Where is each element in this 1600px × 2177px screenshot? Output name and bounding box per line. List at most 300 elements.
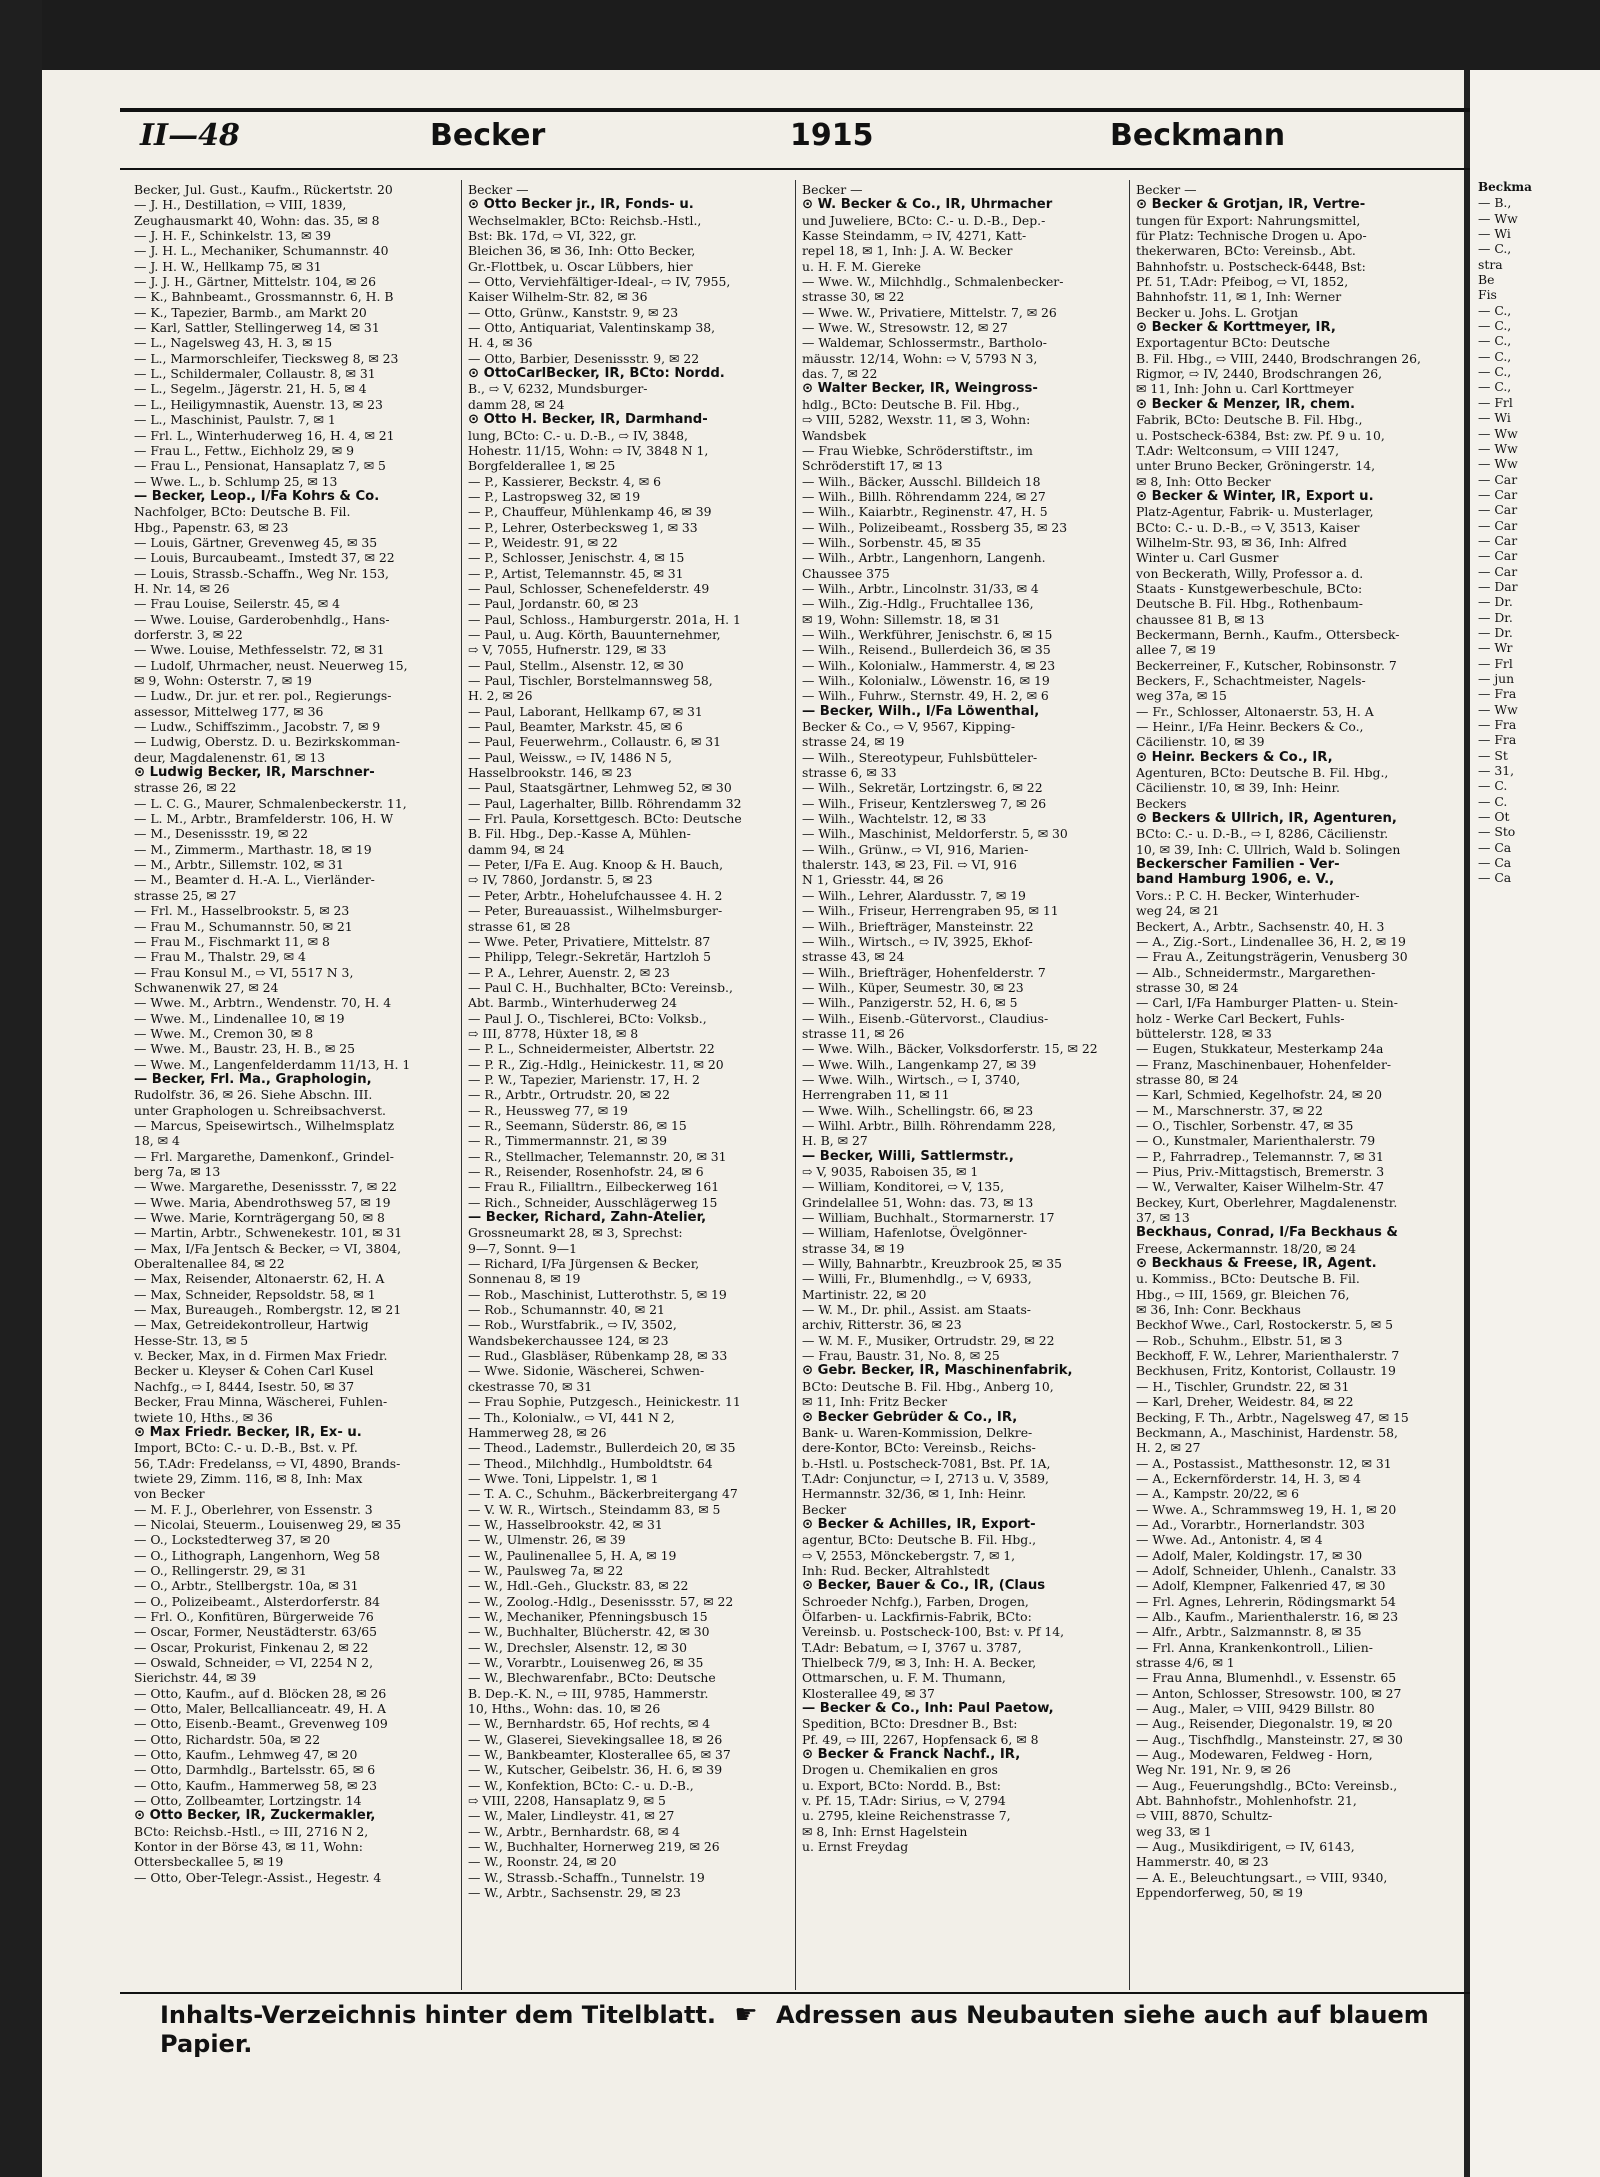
directory-entry-heading: ⊙ Otto Becker, IR, Zuckermakler,: [134, 1808, 376, 1824]
column-divider: [461, 180, 462, 1990]
directory-entry-line: Kontor in der Börse 43, ✉ 11, Wohn:: [134, 1839, 363, 1855]
directory-entry-line: — Paul, Stellm., Alsenstr. 12, ✉ 30: [468, 657, 684, 673]
directory-entry-line: — W., Bankbeamter, Klosterallee 65, ✉ 37: [468, 1747, 731, 1763]
directory-entry-line: Beckers: [1136, 795, 1187, 811]
next-page-fragment: — C.,: [1478, 318, 1512, 334]
directory-entry-line: — Paul, Staatsgärtner, Lehmweg 52, ✉ 30: [468, 780, 732, 796]
directory-entry-line: — Aug., Feuerungshdlg., BCto: Vereinsb.,: [1136, 1777, 1398, 1793]
directory-entry-line: — P., Artist, Telemannstr. 45, ✉ 31: [468, 565, 684, 581]
next-page-fragment: — Fra: [1478, 732, 1517, 748]
directory-entry-line: ⇨ V, 7055, Hufnerstr. 129, ✉ 33: [468, 642, 667, 658]
next-page-strip: [1478, 180, 1593, 1990]
left-keyword: Becker: [430, 118, 546, 153]
next-page-fragment: — Car: [1478, 548, 1518, 564]
directory-entry-line: — Wwe. W., Privatiere, Mittelstr. 7, ✉ 26: [802, 304, 1057, 320]
directory-entry-line: — P. A., Lehrer, Auenstr. 2, ✉ 23: [468, 964, 670, 980]
directory-entry-line: u. H. F. M. Giereke: [802, 258, 921, 274]
directory-entry-line: Beckers, F., Schachtmeister, Nagels-: [1136, 673, 1366, 688]
directory-entry-line: Vereinsb. u. Postscheck-100, Bst: v. Pf 14,: [802, 1624, 1065, 1640]
directory-entry-heading: ⊙ Max Friedr. Becker, IR, Ex- u.: [134, 1424, 362, 1440]
directory-entry-line: Nachfg., ⇨ I, 8444, Isestr. 50, ✉ 37: [134, 1378, 355, 1394]
directory-entry-line: — Max, Getreidekontrolleur, Hartwig: [134, 1317, 369, 1333]
directory-entry-line: — K., Tapezier, Barmb., am Markt 20: [134, 304, 367, 320]
directory-entry-line: — W., Buchhalter, Blücherstr. 42, ✉ 30: [468, 1624, 710, 1640]
directory-entry-line: strasse 30, ✉ 24: [1136, 979, 1239, 995]
directory-entry-line: Nachfolger, BCto: Deutsche B. Fil.: [134, 504, 351, 520]
directory-entry-line: — Wwe. Louise, Methfesselstr. 72, ✉ 31: [134, 642, 385, 658]
directory-entry-line: — Aug., Modewaren, Feldweg - Horn,: [1136, 1747, 1373, 1763]
directory-entry-line: H. 2, ✉ 27: [1136, 1440, 1201, 1456]
next-page-fragment: — C.: [1478, 778, 1508, 794]
directory-entry-line: — Carl, I/Fa Hamburger Platten- u. Stein-: [1136, 995, 1398, 1011]
directory-entry-line: — Theod., Milchhdlg., Humboldtstr. 64: [468, 1455, 713, 1471]
directory-entry-line: strasse 4/6, ✉ 1: [1136, 1655, 1235, 1670]
directory-entry-line: — O., Lockstedterweg 37, ✉ 20: [134, 1532, 331, 1548]
directory-entry-line: — Wilh., Kolonialw., Hammerstr. 4, ✉ 23: [802, 657, 1056, 673]
directory-entry-line: strasse 80, ✉ 24: [1136, 1071, 1239, 1087]
directory-entry-line: damm 94, ✉ 24: [468, 841, 565, 857]
directory-entry-line: — W., Arbtr., Bernhardstr. 68, ✉ 4: [468, 1823, 681, 1839]
directory-entry-line: repel 18, ✉ 1, Inh: J. A. W. Becker: [802, 243, 1013, 259]
directory-entry-line: — P. L., Schneidermeister, Albertstr. 22: [468, 1041, 715, 1057]
directory-entry-line: Beckhof Wwe., Carl, Rostockerstr. 5, ✉ 5: [1136, 1317, 1394, 1333]
column-divider: [795, 180, 796, 1990]
next-page-fragment: — C.,: [1478, 302, 1512, 318]
directory-entry-line: — Wilh., Sekretär, Lortzingstr. 6, ✉ 22: [802, 780, 1043, 796]
next-page-fragment: Be: [1478, 272, 1495, 288]
next-page-fragment: — C.,: [1478, 348, 1512, 364]
directory-entry-line: Abt. Barmb., Winterhuderweg 24: [468, 995, 678, 1011]
directory-entry-line: Bleichen 36, ✉ 36, Inh: Otto Becker,: [468, 243, 696, 259]
directory-entry-line: Ottmarschen, u. F. M. Thumann,: [802, 1670, 1006, 1686]
next-page-fragment: — Frl: [1478, 394, 1513, 410]
directory-entry-line: Platz-Agentur, Fabrik- u. Musterlager,: [1136, 504, 1374, 520]
directory-entry-line: — W., Mechaniker, Pfenningsbusch 15: [468, 1608, 708, 1624]
directory-entry-line: Hermannstr. 32/36, ✉ 1, Inh: Heinr.: [802, 1486, 1027, 1502]
directory-entry-line: — Wilh., Sorbenstr. 45, ✉ 35: [802, 534, 982, 550]
next-page-fragment: — B.,: [1478, 195, 1512, 211]
directory-entry-line: — M., Zimmerm., Marthastr. 18, ✉ 19: [134, 841, 372, 857]
directory-entry-line: Kaiser Wilhelm-Str. 82, ✉ 36: [468, 289, 648, 305]
directory-entry-line: — Paul C. H., Buchhalter, BCto: Vereinsb.,: [468, 979, 733, 995]
directory-entry-line: — Wilh., Friseur, Kentzlersweg 7, ✉ 26: [802, 795, 1047, 811]
directory-entry-line: — Wilh., Lehrer, Alardusstr. 7, ✉ 19: [802, 887, 1026, 903]
directory-entry-line: — Wilh., Eisenb.-Gütervorst., Claudius-: [802, 1010, 1049, 1026]
directory-entry-line: H. 2, ✉ 26: [468, 688, 533, 704]
directory-entry-line: — Wilh., Friseur, Herrengraben 95, ✉ 11: [802, 903, 1059, 919]
next-page-header: Beckma: [1478, 180, 1532, 194]
directory-entry-line: Chaussee 375: [802, 565, 890, 581]
next-page-fragment: — Car: [1478, 563, 1518, 579]
directory-entry-line: — W., Drechsler, Alsenstr. 12, ✉ 30: [468, 1639, 688, 1655]
directory-entry-line: v. Becker, Max, in d. Firmen Max Friedr.: [134, 1348, 388, 1364]
directory-entry-line: — Oscar, Prokurist, Finkenau 2, ✉ 22: [134, 1639, 369, 1655]
directory-entry-line: u. 2795, kleine Reichenstrasse 7,: [802, 1808, 1011, 1824]
directory-entry-line: — Alb., Kaufm., Marienthalerstr. 16, ✉ 23: [1136, 1608, 1399, 1624]
directory-entry-line: deur, Magdalenenstr. 61, ✉ 13: [134, 749, 326, 765]
directory-entry-line: — Wilh., Briefträger, Hohenfelderstr. 7: [802, 964, 1046, 980]
directory-entry-line: — Willi, Fr., Blumenhdlg., ⇨ V, 6933,: [802, 1271, 1032, 1287]
directory-entry-line: Becker u. Kleyser & Cohen Carl Kusel: [134, 1363, 374, 1379]
directory-entry-line: — Max, Reisender, Altonaerstr. 62, H. A: [134, 1271, 385, 1287]
directory-entry-line: — P., Chauffeur, Mühlenkamp 46, ✉ 39: [468, 504, 712, 520]
directory-entry-line: Eppendorferweg, 50, ✉ 19: [1136, 1885, 1303, 1901]
directory-entry-line: — Wwe. Wilh., Wirtsch., ⇨ I, 3740,: [802, 1071, 1021, 1087]
directory-entry-line: B. Dep.-K. N., ⇨ III, 9785, Hammerstr.: [468, 1685, 709, 1701]
directory-entry-heading: ⊙ Becker, Bauer & Co., IR, (Claus: [802, 1578, 1046, 1594]
directory-entry-line: — Otto, Verviehfältiger-Ideal-, ⇨ IV, 7955,: [468, 274, 731, 290]
directory-entry-line: — Frl. Agnes, Lehrerin, Rödingsmarkt 54: [1136, 1593, 1396, 1609]
directory-entry-line: — L., Nagelsweg 43, H. 3, ✉ 15: [134, 335, 333, 351]
next-page-fragment: — Ca: [1478, 855, 1512, 871]
next-page-fragment: — Car: [1478, 471, 1518, 487]
directory-entry-line: BCto: Reichsb.-Hstl., ⇨ III, 2716 N 2,: [134, 1823, 369, 1839]
directory-entry-line: Borgfelderallee 1, ✉ 25: [468, 458, 616, 474]
directory-entry-line: — J. H., Destillation, ⇨ VIII, 1839,: [134, 197, 347, 213]
directory-entry-line: — Louis, Strassb.-Schaffn., Weg Nr. 153,: [134, 565, 389, 581]
directory-entry-line: — Wilh., Kolonialw., Löwenstr. 16, ✉ 19: [802, 673, 1050, 688]
directory-entry-line: — Ludw., Schiffszimm., Jacobstr. 7, ✉ 9: [134, 719, 381, 735]
directory-entry-line: weg 24, ✉ 21: [1136, 903, 1220, 919]
next-page-fragment: — Car: [1478, 502, 1518, 518]
directory-entry-line: — Oswald, Schneider, ⇨ VI, 2254 N 2,: [134, 1655, 374, 1670]
directory-entry-line: — Frau R., Filialltrn., Eilbeckerweg 161: [468, 1179, 720, 1195]
directory-entry-heading: ⊙ Becker & Winter, IR, Export u.: [1136, 488, 1374, 504]
directory-entry-line: strasse 11, ✉ 26: [802, 1025, 905, 1041]
directory-entry-line: 10, Hths., Wohn: das. 10, ✉ 26: [468, 1701, 661, 1717]
directory-entry-line: — W., Buchhalter, Hornerweg 219, ✉ 26: [468, 1839, 720, 1855]
directory-entry-line: — Frau L., Pensionat, Hansaplatz 7, ✉ 5: [134, 458, 386, 474]
directory-entry-line: v. Pf. 15, T.Adr: Sirius, ⇨ V, 2794: [802, 1793, 1006, 1809]
directory-entry-line: — Ludwig, Oberstz. D. u. Bezirkskomman-: [134, 734, 400, 750]
directory-entry-heading: — Becker, Richard, Zahn-Atelier,: [468, 1210, 707, 1226]
directory-entry-line: — Louis, Burcaubeamt., Imstedt 37, ✉ 22: [134, 550, 395, 566]
directory-entry-line: — A., Postassist., Matthesonstr. 12, ✉ 31: [1136, 1455, 1392, 1471]
directory-entry-line: — Ludw., Dr. jur. et rer. pol., Regierungs-: [134, 688, 392, 704]
directory-entry-line: — Frau L., Fettw., Eichholz 29, ✉ 9: [134, 442, 355, 458]
directory-entry-line: — W., Hdl.-Geh., Gluckstr. 83, ✉ 22: [468, 1578, 689, 1594]
directory-entry-line: ✉ 8, Inh: Otto Becker: [1136, 473, 1271, 489]
directory-entry-line: — Peter, Bureauassist., Wilhelmsburger-: [468, 903, 723, 919]
directory-entry-line: H. Nr. 14, ✉ 26: [134, 580, 230, 596]
next-page-fragment: — Dr.: [1478, 594, 1513, 610]
directory-entry-line: unter Bruno Becker, Gröningerstr. 14,: [1136, 458, 1376, 474]
directory-entry-line: mäusstr. 12/14, Wohn: ⇨ V, 5793 N 3,: [802, 350, 1038, 366]
directory-entry-line: — Frau A., Zeitungsträgerin, Venusberg 30: [1136, 949, 1408, 965]
directory-entry-heading: ⊙ Otto H. Becker, IR, Darmhand-: [468, 412, 708, 428]
directory-entry-line: Wandsbekerchaussee 124, ✉ 23: [468, 1332, 669, 1348]
directory-entry-line: — M. F. J., Oberlehrer, von Essenstr. 3: [134, 1501, 373, 1517]
directory-entry-line: ✉ 19, Wohn: Sillemstr. 18, ✉ 31: [802, 611, 1001, 627]
directory-entry-line: von Becker: [134, 1486, 205, 1502]
directory-entry-line: — Oscar, Former, Neustädterstr. 63/65: [134, 1624, 377, 1640]
directory-entry-line: — Frl. M., Hasselbrookstr. 5, ✉ 23: [134, 903, 350, 919]
directory-entry-line: — Wilh., Maschinist, Meldorferstr. 5, ✉ 30: [802, 826, 1068, 842]
right-keyword: Beckmann: [1110, 118, 1286, 153]
directory-entry-line: — Frau Wiebke, Schröderstiftstr., im: [802, 442, 1033, 458]
directory-entry-heading: ⊙ Becker & Korttmeyer, IR,: [1136, 320, 1336, 336]
directory-entry-line: — Wwe. M., Arbtrn., Wendenstr. 70, H. 4: [134, 995, 392, 1011]
directory-entry-line: 37, ✉ 13: [1136, 1210, 1190, 1226]
directory-entry-line: allee 7, ✉ 19: [1136, 642, 1216, 658]
directory-entry-line: u. Export, BCto: Nordd. B., Bst:: [802, 1777, 1001, 1793]
directory-entry-line: — W., Verwalter, Kaiser Wilhelm-Str. 47: [1136, 1179, 1384, 1195]
directory-entry-line: — J. H. W., Hellkamp 75, ✉ 31: [134, 258, 322, 274]
directory-entry-line: — Martin, Arbtr., Schwenekestr. 101, ✉ 31: [134, 1225, 403, 1241]
next-page-fragment: — Ww: [1478, 701, 1518, 717]
directory-entry-line: — Wwe. Wilh., Schellingstr. 66, ✉ 23: [802, 1102, 1034, 1118]
directory-entry-line: H. B, ✉ 27: [802, 1133, 868, 1149]
next-page-fragment: — Ww: [1478, 440, 1518, 456]
directory-entry-line: — Otto, Darmhdlg., Bartelsstr. 65, ✉ 6: [134, 1762, 376, 1778]
directory-entry-line: chaussee 81 B, ✉ 13: [1136, 611, 1265, 627]
directory-entry-line: strasse 34, ✉ 19: [802, 1240, 905, 1256]
directory-entry-line: — Louis, Gärtner, Grevenweg 45, ✉ 35: [134, 534, 378, 550]
directory-entry-line: Becker —: [1136, 182, 1197, 197]
directory-entry-line: — Rob., Schuhm., Elbstr. 51, ✉ 3: [1136, 1332, 1343, 1348]
directory-entry-line: strasse 6, ✉ 33: [802, 765, 897, 781]
directory-entry-line: Hesse-Str. 13, ✉ 5: [134, 1332, 249, 1348]
directory-entry-line: — Alfr., Arbtr., Salzmannstr. 8, ✉ 35: [1136, 1624, 1362, 1640]
directory-entry-line: agentur, BCto: Deutsche B. Fil. Hbg.,: [802, 1532, 1037, 1548]
directory-entry-line: — Wilh., Wirtsch., ⇨ IV, 3925, Ekhof-: [802, 933, 1033, 949]
directory-entry-heading: ⊙ Gebr. Becker, IR, Maschinenfabrik,: [802, 1363, 1073, 1379]
directory-entry-line: Beckhusen, Fritz, Kontorist, Collaustr. 19: [1136, 1363, 1396, 1379]
directory-entry-heading: — Becker, Wilh., I/Fa Löwenthal,: [802, 703, 1040, 719]
directory-entry-line: — Paul, Schloss., Hamburgerstr. 201a, H. 1: [468, 611, 741, 627]
directory-entry-line: Oberaltenallee 84, ✉ 22: [134, 1256, 285, 1272]
column-4: [1132, 180, 1459, 1990]
directory-entry-line: Cäcilienstr. 10, ✉ 39: [1136, 734, 1265, 750]
directory-entry-line: BCto: Deutsche B. Fil. Hbg., Anberg 10,: [802, 1378, 1054, 1394]
directory-entry-line: twiete 10, Hths., ✉ 36: [134, 1409, 273, 1425]
directory-entry-line: — M., Marschnerstr. 37, ✉ 22: [1136, 1102, 1323, 1118]
directory-entry-line: Beckert, A., Arbtr., Sachsenstr. 40, H. 3: [1136, 918, 1385, 934]
directory-entry-line: — Max, Bureaugeh., Rombergstr. 12, ✉ 21: [134, 1302, 402, 1318]
directory-entry-line: — Willy, Bahnarbtr., Kreuzbrook 25, ✉ 35: [802, 1256, 1062, 1272]
directory-entry-line: ✉ 11, Inh: Fritz Becker: [802, 1394, 948, 1410]
directory-entry-line: — Wwe. W., Milchhdlg., Schmalenbecker-: [802, 274, 1064, 290]
directory-entry-line: strasse 30, ✉ 22: [802, 289, 905, 305]
directory-entry-line: — Philipp, Telegr.-Sekretär, Hartzloh 5: [468, 949, 712, 965]
next-page-fragment: — Wi: [1478, 410, 1511, 426]
directory-entry-line: von Beckerath, Willy, Professor a. d.: [1136, 565, 1364, 581]
next-page-fragment: — jun: [1478, 671, 1515, 686]
directory-entry-heading: ⊙ Walter Becker, IR, Weingross-: [802, 381, 1038, 397]
directory-entry-line: 18, ✉ 4: [134, 1133, 180, 1149]
directory-entry-line: — W., Zoolog.-Hdlg., Desenissstr. 57, ✉ 22: [468, 1593, 734, 1609]
directory-entry-line: — Th., Kolonialw., ⇨ VI, 441 N 2,: [468, 1409, 675, 1425]
next-page-fragment: — Sto: [1478, 824, 1516, 840]
next-page-fragment: — Car: [1478, 532, 1518, 548]
directory-entry-line: — Waldemar, Schlossermstr., Bartholo-: [802, 335, 1047, 351]
directory-entry-line: — W., Hasselbrookstr. 42, ✉ 31: [468, 1516, 663, 1532]
directory-entry-line: — W., Bernhardstr. 65, Hof rechts, ✉ 4: [468, 1716, 711, 1732]
directory-entry-line: Bahnhofstr. 11, ✉ 1, Inh: Werner: [1136, 289, 1342, 305]
directory-entry-heading: ⊙ Becker & Achilles, IR, Export-: [802, 1516, 1036, 1532]
directory-entry-line: Beckermann, Bernh., Kaufm., Ottersbeck-: [1136, 626, 1400, 642]
directory-entry-line: — Otto, Kaufm., Lehmweg 47, ✉ 20: [134, 1747, 358, 1763]
directory-entry-line: ⇨ VIII, 2208, Hansaplatz 9, ✉ 5: [468, 1793, 666, 1809]
directory-entry-line: Fabrik, BCto: Deutsche B. Fil. Hbg.,: [1136, 412, 1363, 428]
directory-entry-heading: ⊙ Beckers & Ullrich, IR, Agenturen,: [1136, 811, 1397, 827]
directory-entry-line: Deutsche B. Fil. Hbg., Rothenbaum-: [1136, 596, 1363, 612]
directory-entry-line: ✉ 11, Inh: John u. Carl Korttmeyer: [1136, 381, 1354, 397]
directory-entry-line: — R., Reisender, Rosenhofstr. 24, ✉ 6: [468, 1164, 704, 1179]
directory-entry-line: — Wwe. Toni, Lippelstr. 1, ✉ 1: [468, 1470, 659, 1486]
directory-entry-line: — H., Tischler, Grundstr. 22, ✉ 31: [1136, 1378, 1350, 1394]
directory-entry-line: — Otto, Eisenb.-Beamt., Grevenweg 109: [134, 1716, 388, 1732]
directory-entry-line: Sonnenau 8, ✉ 19: [468, 1271, 581, 1287]
directory-entry-line: — Frl. O., Konfitüren, Bürgerweide 76: [134, 1608, 374, 1624]
directory-entry-line: Zeughausmarkt 40, Wohn: das. 35, ✉ 8: [134, 212, 380, 228]
directory-entry-line: — J. H. F., Schinkelstr. 13, ✉ 39: [134, 228, 332, 244]
column-3: [798, 180, 1125, 1990]
directory-entry-line: — J. H. L., Mechaniker, Schumannstr. 40: [134, 243, 389, 259]
next-page-fragment: — Car: [1478, 486, 1518, 502]
directory-entry-line: Bahnhofstr. u. Postscheck-6448, Bst:: [1136, 258, 1366, 274]
directory-entry-line: — Wwe. M., Langenfelderdamm 11/13, H. 1: [134, 1056, 411, 1072]
directory-entry-line: — Fr., Schlosser, Altonaerstr. 53, H. A: [1136, 703, 1374, 719]
directory-entry-line: — Max, Schneider, Repsoldstr. 58, ✉ 1: [134, 1286, 376, 1302]
directory-entry-line: Herrengraben 11, ✉ 11: [802, 1087, 950, 1103]
page-number: II—48: [140, 118, 240, 153]
directory-entry-line: — Wwe. Sidonie, Wäscherei, Schwen-: [468, 1363, 705, 1379]
directory-entry-line: Wandsbek: [802, 427, 867, 443]
directory-entry-line: Hammerstr. 40, ✉ 23: [1136, 1854, 1269, 1870]
next-page-fragment: — C.,: [1478, 379, 1512, 395]
directory-entry-line: ⇨ VIII, 5282, Wexstr. 11, ✉ 3, Wohn:: [802, 412, 1031, 428]
directory-entry-line: — Rud., Glasbläser, Rübenkamp 28, ✉ 33: [468, 1348, 728, 1364]
directory-entry-line: büttelerstr. 128, ✉ 33: [1136, 1025, 1272, 1041]
directory-entry-line: — Heinr., I/Fa Heinr. Beckers & Co.,: [1136, 719, 1364, 735]
directory-entry-line: — Paul, Weissw., ⇨ IV, 1486 N 5,: [468, 749, 672, 765]
directory-entry-line: Freese, Ackermannstr. 18/20, ✉ 24: [1136, 1240, 1356, 1256]
directory-entry-line: ✉ 8, Inh: Ernst Hagelstein: [802, 1823, 968, 1839]
next-page-fragment: — Ca: [1478, 870, 1512, 886]
directory-entry-line: hdlg., BCto: Deutsche B. Fil. Hbg.,: [802, 396, 1020, 412]
directory-entry-line: N 1, Griesstr. 44, ✉ 26: [802, 872, 944, 888]
directory-entry-line: unter Graphologen u. Schreibsachverst.: [134, 1102, 386, 1118]
directory-entry-line: strasse 26, ✉ 22: [134, 780, 237, 796]
directory-entry-heading: ⊙ Heinr. Beckers & Co., IR,: [1136, 749, 1333, 765]
next-page-fragment: — C.: [1478, 793, 1508, 809]
directory-entry-line: weg 33, ✉ 1: [1136, 1823, 1212, 1839]
directory-entry-line: — A. E., Beleuchtungsart., ⇨ VIII, 9340,: [1136, 1869, 1388, 1885]
directory-entry-line: u. Postscheck-6384, Bst: zw. Pf. 9 u. 10,: [1136, 427, 1385, 443]
column-divider: [1129, 180, 1130, 1990]
directory-entry-line: — Peter, Arbtr., Hohelufchaussee 4. H. 2: [468, 887, 723, 903]
directory-entry-line: — W., Kutscher, Geibelstr. 36, H. 6, ✉ 39: [468, 1762, 723, 1778]
directory-entry-line: — Wilh., Arbtr., Lincolnstr. 31/33, ✉ 4: [802, 580, 1039, 596]
next-page-fragment: — C.,: [1478, 364, 1512, 380]
directory-entry-line: — A., Zig.-Sort., Lindenallee 36, H. 2, ✉ 19: [1136, 933, 1406, 949]
directory-columns: [130, 180, 1470, 1990]
directory-entry-line: — Aug., Musikdirigent, ⇨ IV, 6143,: [1136, 1839, 1355, 1855]
directory-entry-line: 9—7, Sonnt. 9—1: [468, 1240, 577, 1256]
directory-entry-line: Beckey, Kurt, Oberlehrer, Magdalenenstr.: [1136, 1194, 1398, 1210]
next-page-fragment: — Wr: [1478, 640, 1513, 656]
directory-entry-line: — Wwe. L., b. Schlump 25, ✉ 13: [134, 473, 338, 489]
directory-entry-line: — P., Kassierer, Beckstr. 4, ✉ 6: [468, 473, 661, 489]
column-2: [464, 180, 791, 1990]
directory-entry-line: — V. W. R., Wirtsch., Steindamm 83, ✉ 5: [468, 1501, 721, 1517]
directory-entry-line: für Platz: Technische Drogen u. Apo-: [1136, 228, 1367, 244]
next-page-fragment: — Fra: [1478, 686, 1517, 702]
directory-entry-line: Bank- u. Waren-Kommission, Delkre-: [802, 1424, 1033, 1440]
next-page-fragment: — Ww: [1478, 456, 1518, 472]
footer-blue-paper-note: Adressen aus Neubauten siehe auch auf blauem Papier.: [160, 2001, 1429, 2058]
directory-entry-line: — R., Timmermannstr. 21, ✉ 39: [468, 1133, 668, 1149]
next-page-fragment: — Dar: [1478, 578, 1518, 594]
directory-entry-line: — P., Lastropsweg 32, ✉ 19: [468, 488, 641, 504]
directory-entry-line: 10, ✉ 39, Inh: C. Ullrich, Wald b. Solingen: [1136, 841, 1401, 857]
directory-entry-line: — Wilh., Panzigerstr. 52, H. 6, ✉ 5: [802, 995, 1018, 1011]
directory-entry-heading: — Becker, Willi, Sattlermstr.,: [802, 1148, 1014, 1164]
directory-entry-line: — O., Lithograph, Langenhorn, Weg 58: [134, 1547, 380, 1563]
directory-entry-line: lung, BCto: C.- u. D.-B., ⇨ IV, 3848,: [468, 427, 688, 443]
page-header: [140, 118, 1450, 168]
directory-entry-line: — Paul, Feuerwehrm., Collaustr. 6, ✉ 31: [468, 734, 722, 750]
directory-entry-line: — Eugen, Stukkateur, Mesterkamp 24a: [1136, 1041, 1384, 1057]
directory-entry-line: — Frau Sophie, Putzgesch., Heinickestr. 11: [468, 1394, 741, 1410]
directory-entry-line: — P. R., Zig.-Hdlg., Heinickestr. 11, ✉ 20: [468, 1056, 724, 1072]
directory-entry-line: ✉ 9, Wohn: Osterstr. 7, ✉ 19: [134, 673, 312, 688]
directory-entry-line: T.Adr: Weltconsum, ⇨ VIII 1247,: [1136, 442, 1340, 458]
directory-entry-line: — W., Konfektion, BCto: C.- u. D.-B.,: [468, 1777, 694, 1793]
directory-entry-line: — Frau, Baustr. 31, No. 8, ✉ 25: [802, 1348, 1000, 1364]
directory-entry-line: — W. M., Dr. phil., Assist. am Staats-: [802, 1302, 1031, 1318]
directory-entry-line: — P., Weidestr. 91, ✉ 22: [468, 534, 618, 550]
directory-entry-heading: ⊙ OttoCarlBecker, IR, BCto: Nordd.: [468, 366, 725, 382]
directory-entry-line: strasse 61, ✉ 28: [468, 918, 571, 934]
directory-entry-line: berg 7a, ✉ 13: [134, 1164, 221, 1179]
next-page-fragment: — Ww: [1478, 210, 1518, 226]
directory-entry-line: Ottersbeckallee 5, ✉ 19: [134, 1854, 284, 1870]
directory-entry-line: Hbg., Papenstr. 63, ✉ 23: [134, 519, 289, 535]
directory-entry-line: ⇨ V, 2553, Mönckebergstr. 7, ✉ 1,: [802, 1547, 1016, 1563]
next-page-fragment: — Wi: [1478, 226, 1511, 242]
directory-entry-line: Schroeder Nchfg.), Farben, Drogen,: [802, 1593, 1029, 1609]
directory-entry-line: — Rob., Maschinist, Lutterothstr. 5, ✉ 19: [468, 1286, 727, 1302]
scan-border-top: [0, 0, 1600, 70]
directory-entry-line: B. Fil. Hbg., Dep.-Kasse A, Mühlen-: [468, 826, 691, 842]
directory-entry-heading: band Hamburg 1906, e. V.,: [1136, 872, 1335, 888]
directory-entry-line: — Wilh., Fuhrw., Sternstr. 49, H. 2, ✉ 6: [802, 688, 1049, 704]
scan-border-left: [0, 0, 42, 2177]
next-page-fragment: — Frl: [1478, 655, 1513, 671]
directory-entry-line: Pf. 51, T.Adr: Pfeibog, ⇨ VI, 1852,: [1136, 274, 1349, 290]
directory-entry-line: — K., Bahnbeamt., Grossmannstr. 6, H. B: [134, 289, 394, 305]
directory-entry-line: assessor, Mittelweg 177, ✉ 36: [134, 703, 324, 719]
next-page-fragment: — 31,: [1478, 763, 1515, 779]
directory-entry-line: — R., Seemann, Süderstr. 86, ✉ 15: [468, 1117, 687, 1133]
directory-entry-line: — William, Konditorei, ⇨ V, 135,: [802, 1179, 1005, 1195]
directory-entry-line: u. Kommiss., BCto: Deutsche B. Fil.: [1136, 1271, 1360, 1287]
directory-entry-line: — Paul, Beamter, Markstr. 45, ✉ 6: [468, 719, 683, 735]
directory-entry-line: BCto: C.- u. D.-B., ⇨ I, 8286, Cäcilienstr.: [1136, 826, 1389, 842]
directory-entry-line: Becking, F. Th., Arbtr., Nagelsweg 47, ✉ 15: [1136, 1409, 1409, 1425]
directory-entry-heading: ⊙ Otto Becker jr., IR, Fonds- u.: [468, 197, 694, 213]
directory-entry-line: — Frau Anna, Blumenhdl., v. Essenstr. 65: [1136, 1670, 1397, 1686]
directory-entry-line: — W., Strassb.-Schaffn., Tunnelstr. 19: [468, 1869, 705, 1885]
directory-entry-line: — Wilh., Zig.-Hdlg., Fruchtallee 136,: [802, 596, 1034, 612]
directory-entry-line: weg 37a, ✉ 15: [1136, 688, 1227, 704]
directory-entry-line: — Otto, Ober-Telegr.-Assist., Hegestr. 4: [134, 1869, 382, 1885]
directory-entry-line: Beckhoff, F. W., Lehrer, Marienthalerstr. 7: [1136, 1348, 1400, 1364]
directory-entry-line: Weg Nr. 191, Nr. 9, ✉ 26: [1136, 1762, 1291, 1778]
directory-entry-line: Hbg., ⇨ III, 1569, gr. Bleichen 76,: [1136, 1286, 1350, 1302]
